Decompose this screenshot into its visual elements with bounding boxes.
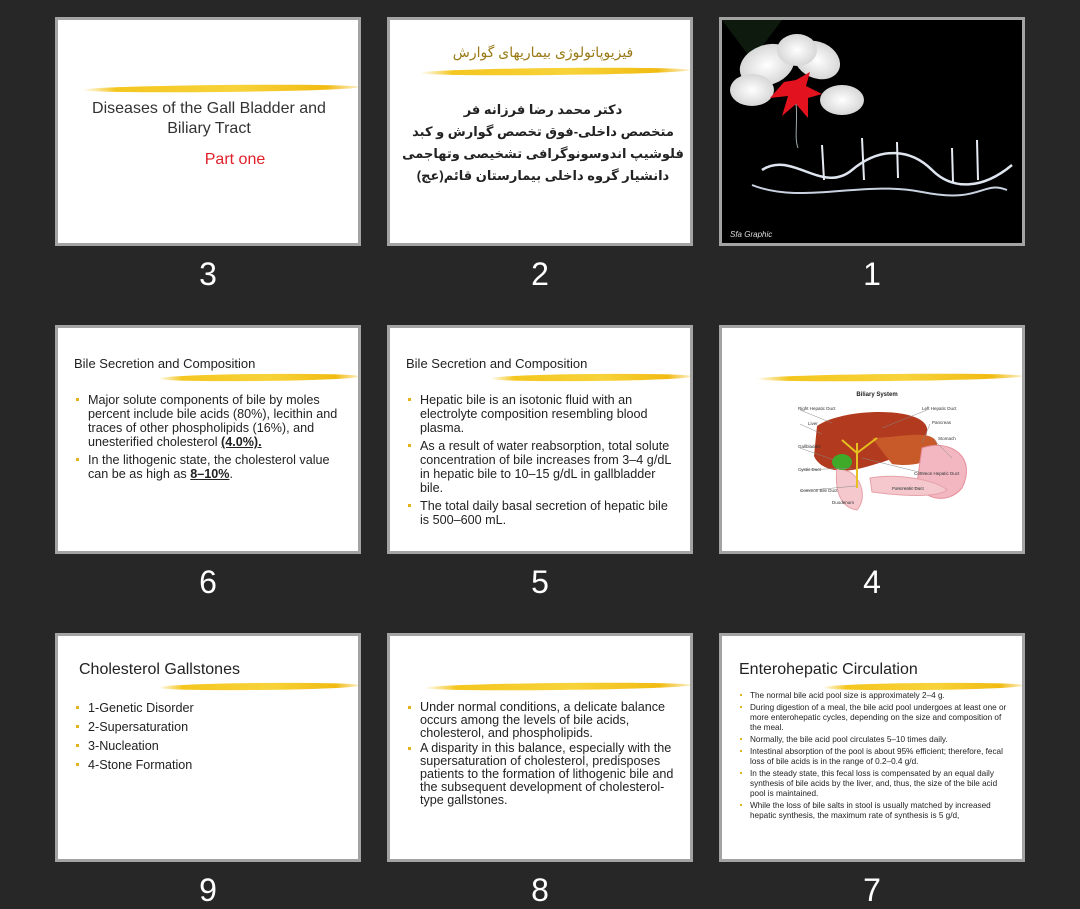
diagram-label: Right Hepatic Duct — [798, 406, 836, 411]
list-item: A disparity in this balance, especially with the supersaturation of cholesterol, predisposes patients to the formation of lithogenic bile and the subsequent development of cholesterol-type gallstones. — [406, 742, 678, 807]
slide-thumbnail-6[interactable] — [55, 325, 361, 554]
diagram-label: Left Hepatic Duct — [922, 406, 957, 411]
diagram-title: Biliary System — [856, 392, 898, 398]
slide-number-7: 7 — [863, 872, 881, 908]
accent-brush-stroke — [420, 67, 690, 77]
slide-thumbnail-8[interactable] — [387, 633, 693, 862]
author-line: دکتر محمد رضا فرزانه فر — [463, 102, 623, 117]
slide-thumbnail-5[interactable] — [387, 325, 693, 554]
diagram-label: Common Hepatic Duct — [914, 471, 960, 476]
list-item: Normally, the bile acid pool circulates 5–10 times daily. — [738, 735, 1008, 745]
slide-title: Cholesterol Gallstones — [79, 661, 240, 678]
accent-brush-stroke — [82, 84, 360, 94]
slide-title: Enterohepatic Circulation — [739, 661, 918, 678]
accent-brush-stroke — [822, 682, 1024, 691]
slide-number-5: 5 — [531, 564, 549, 600]
slide-thumbnail-4[interactable] — [719, 325, 1025, 554]
slide-number-9: 9 — [199, 872, 217, 908]
list-item: Intestinal absorption of the pool is about 95% efficient; therefore, fecal loss of bile acids is in the range of 0.2–0.4 g/d. — [738, 747, 1008, 767]
accent-brush-stroke — [424, 682, 692, 692]
list-item: The total daily basal secretion of hepatic bile is 500–600 mL. — [406, 499, 676, 527]
list-item: 4-Stone Formation — [74, 758, 344, 772]
diagram-label: Pancreas — [932, 420, 952, 425]
slide-number-3: 3 — [199, 256, 217, 292]
list-item: Under normal conditions, a delicate balance occurs among the levels of bile acids, cholesterol, and phospholipids. — [406, 701, 678, 740]
list-item: In the lithogenic state, the cholesterol value can be as high as 8–10%. — [74, 453, 344, 481]
diagram-label: Pancreatic Duct — [892, 486, 924, 491]
accent-brush-stroke — [158, 373, 360, 382]
bullet-list — [406, 701, 678, 811]
bullet-list — [406, 393, 676, 531]
signature-text: Sfa Graphic — [730, 230, 773, 239]
slide-thumbnail-7[interactable] — [719, 633, 1025, 862]
list-item: 1-Genetic Disorder — [74, 701, 344, 715]
diagram-label: Duodenum — [832, 500, 855, 505]
list-item: 2-Supersaturation — [74, 720, 344, 734]
fellowship-line: فلوشیپ اندوسونوگرافی تشخیصی وتهاجمی — [402, 146, 684, 161]
list-item: In the steady state, this fecal loss is compensated by an equal daily synthesis of bile acids by the liver, and, thus, the size of the bile acid pool is maintained. — [738, 769, 1008, 799]
slide-thumbnail-1[interactable] — [719, 17, 1025, 246]
list-item: The normal bile acid pool size is approximately 2–4 g. — [738, 691, 1008, 701]
flower-image — [722, 20, 1022, 243]
list-item: Major solute components of bile by moles percent include bile acids (80%), lecithin and traces of other phospholipids (16%), and unesterified cholesterol (4.0%). — [74, 393, 344, 449]
slide-title: Diseases of the Gall Bladder and Biliary Tract — [92, 100, 326, 137]
slide-title: فیزیوپاتولوژی بیماریهای گوارش — [452, 44, 634, 60]
slide-number-8: 8 — [531, 872, 549, 908]
slide-number-6: 6 — [199, 564, 217, 600]
slide-number-2: 2 — [531, 256, 549, 292]
diagram-label: Common Bile Duct — [800, 488, 838, 493]
accent-brush-stroke — [490, 373, 692, 382]
slide-subtitle: Part one — [204, 151, 266, 168]
diagram-label: Gallbladder — [798, 444, 822, 449]
list-item: While the loss of bile salts in stool is usually matched by increased hepatic synthesis, the maximum rate of synthesis is 5 g/d, — [738, 801, 1008, 821]
specialty-line: متخصص داخلی-فوق تخصص گوارش و کبد — [412, 124, 674, 139]
position-line: دانشیار گروه داخلی بیمارستان قائم(عج) — [416, 168, 670, 183]
diagram-label: Stomach — [938, 436, 956, 441]
list-item: During digestion of a meal, the bile acid pool undergoes at least one or more enterohepatic cycles, depending on the size and composition of the meal. — [738, 703, 1008, 733]
slide-number-4: 4 — [863, 564, 881, 600]
accent-brush-stroke — [756, 373, 1024, 383]
list-item: As a result of water reabsorption, total solute concentration of bile increases from 3–4 g/dL in hepatic bile to 10–15 g/dL in gallbladder bile. — [406, 439, 676, 495]
bullet-list — [74, 393, 344, 485]
list-item: 3-Nucleation — [74, 739, 344, 753]
diagram-label: Liver — [808, 421, 818, 426]
slide-title: Bile Secretion and Composition — [74, 356, 256, 371]
slide-thumbnail-3[interactable] — [55, 17, 361, 246]
bullet-list — [738, 691, 1008, 823]
biliary-system-diagram — [722, 398, 1022, 548]
accent-brush-stroke — [158, 682, 360, 691]
list-item: Hepatic bile is an isotonic fluid with an electrolyte composition resembling blood plasma. — [406, 393, 676, 435]
slide-number-1: 1 — [863, 256, 881, 292]
bullet-list — [74, 701, 344, 777]
calligraphy-text — [782, 160, 792, 170]
diagram-label: Cystic Duct — [798, 467, 821, 472]
slide-thumbnail-2[interactable] — [387, 17, 693, 246]
slide-thumbnail-9[interactable] — [55, 633, 361, 862]
slide-title: Bile Secretion and Composition — [406, 356, 588, 371]
